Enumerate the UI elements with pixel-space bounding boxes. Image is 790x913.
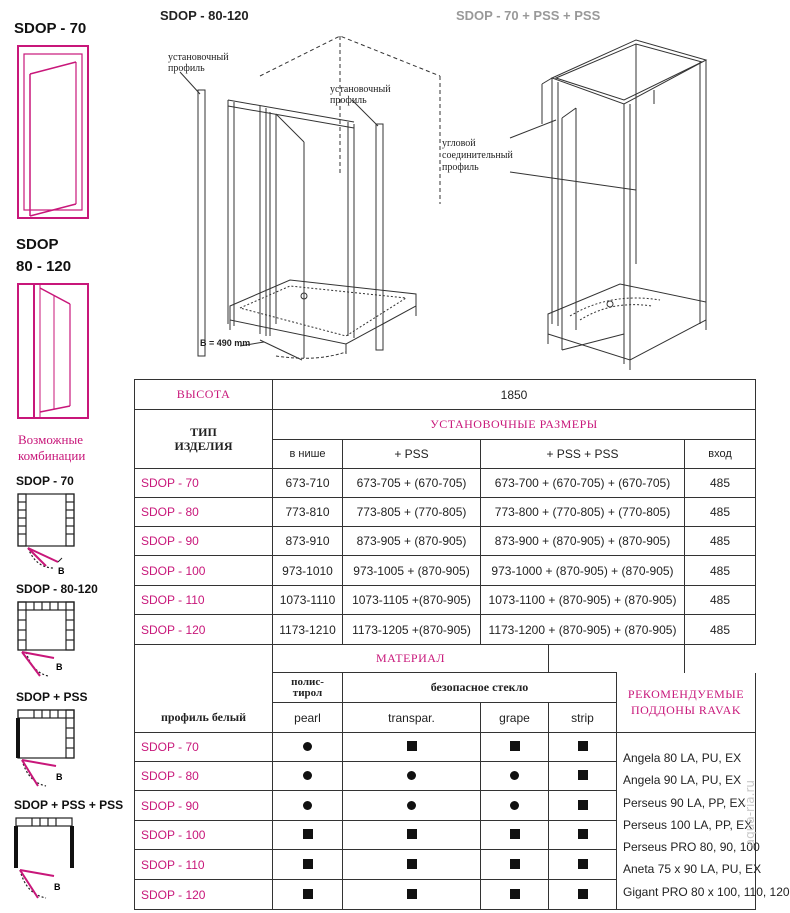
tray-item: Perseus PRO 80, 90, 100 (623, 840, 760, 855)
shower-drawings-illustration (140, 24, 760, 376)
square-mark-icon (303, 889, 313, 899)
combo-label: SDOP + PSS + PSS (14, 798, 124, 812)
niche-size: 1173-1210 (273, 615, 343, 645)
col-header-niche: в нише (273, 440, 343, 469)
square-mark-icon (407, 741, 417, 751)
pss-pss-size: 873-900 + (870-905) + (870-905) (481, 527, 685, 556)
col-header-pss: + PSS (343, 440, 481, 469)
title-sdop-80-120-line1: SDOP (16, 236, 59, 253)
combo-label: SDOP - 80-120 (16, 582, 98, 596)
combo-sdop-80-120-plan-icon (14, 598, 94, 690)
square-mark-icon (578, 741, 588, 751)
trays-list (617, 733, 790, 910)
combinations-label-line2: комбинации (18, 448, 86, 463)
table-row (135, 498, 756, 527)
square-mark-icon (303, 859, 313, 869)
material-label: МАТЕРИАЛ (273, 645, 549, 673)
material-mark (343, 821, 481, 850)
model-name: SDOP - 100 (135, 556, 273, 586)
material-mark (343, 762, 481, 791)
combo-marker: B (54, 882, 61, 892)
model-name: SDOP - 110 (135, 586, 273, 615)
specification-table (134, 379, 790, 910)
material-mark (549, 850, 617, 880)
model-name: SDOP - 110 (135, 850, 273, 880)
combo-marker: B (58, 566, 65, 576)
niche-size: 973-1010 (273, 556, 343, 586)
height-row (135, 380, 756, 410)
combo-marker: B (56, 662, 63, 672)
model-name: SDOP - 100 (135, 821, 273, 850)
pss-pss-size: 1173-1200 + (870-905) + (870-905) (481, 615, 685, 645)
material-mark (273, 850, 343, 880)
tray-item: Angela 90 LA, PU, EX (623, 773, 742, 788)
model-name: SDOP - 80 (135, 762, 273, 791)
table-row (135, 733, 756, 762)
dot-mark-icon (510, 771, 519, 780)
combo-marker: B (56, 772, 63, 782)
pss-pss-size: 773-800 + (770-805) + (770-805) (481, 498, 685, 527)
dot-mark-icon (407, 801, 416, 810)
col-header-pss-pss: + PSS + PSS (481, 440, 685, 469)
pss-pss-size: 673-700 + (670-705) + (670-705) (481, 469, 685, 498)
tray-item: Aneta 75 x 90 LA, PU, EX (623, 862, 762, 877)
material-mark (273, 733, 343, 762)
square-mark-icon (578, 829, 588, 839)
material-mark (481, 791, 549, 821)
material-mark (273, 791, 343, 821)
safety-glass-label: безопасное стекло (343, 673, 617, 703)
square-mark-icon (578, 859, 588, 869)
watermark: aqua-ria.ru (743, 780, 757, 847)
square-mark-icon (510, 741, 520, 751)
dot-mark-icon (407, 771, 416, 780)
square-mark-icon (510, 829, 520, 839)
label-corner-profile: угловой соединительный профиль (442, 138, 513, 173)
model-name: SDOP - 80 (135, 498, 273, 527)
material-col-grape: grape (481, 703, 549, 733)
trays-label (617, 673, 756, 733)
polystyrene-label (273, 673, 343, 703)
material-mark (481, 850, 549, 880)
pss-size: 973-1005 + (870-905) (343, 556, 481, 586)
blank-cell (135, 673, 273, 703)
entry-size: 485 (685, 615, 756, 645)
dot-mark-icon (510, 801, 519, 810)
material-mark (481, 821, 549, 850)
type-label (135, 410, 273, 469)
niche-size: 873-910 (273, 527, 343, 556)
material-mark (549, 821, 617, 850)
height-label: ВЫСОТА (135, 380, 273, 410)
label-mount-profile-left: установочный профиль (168, 52, 229, 74)
sdop-80-120-icon (14, 282, 104, 422)
tray-item: Angela 80 LA, PU, EX (623, 751, 742, 765)
combo-sdop-pss-pss-plan-icon (8, 814, 94, 910)
title-sdop-80-120-line2: 80 - 120 (16, 258, 72, 275)
pss-size: 873-905 + (870-905) (343, 527, 481, 556)
drawing-right-title: SDOP - 70 + PSS + PSS (456, 8, 601, 23)
square-mark-icon (407, 829, 417, 839)
pss-size: 773-805 + (770-805) (343, 498, 481, 527)
pss-pss-size: 1073-1100 + (870-905) + (870-905) (481, 586, 685, 615)
material-subheader-row (135, 673, 756, 703)
dimension-label: B = 490 mm (200, 338, 251, 348)
combinations-label-line1: Возможные (18, 432, 83, 447)
model-name: SDOP - 90 (135, 527, 273, 556)
dot-mark-icon (303, 742, 312, 751)
label-mount-profile-right: установочный профиль (330, 84, 391, 106)
install-sizes-label: УСТАНОВОЧНЫЕ РАЗМЕРЫ (273, 410, 756, 440)
trays-label-line2: ПОДДОНЫ RAVAK (631, 703, 741, 718)
blank-cell (549, 645, 685, 673)
material-col-pearl: pearl (273, 703, 343, 733)
material-mark (343, 850, 481, 880)
combo-label: SDOP + PSS (16, 690, 88, 704)
type-label-line1: ТИП (190, 425, 217, 439)
material-mark (273, 762, 343, 791)
sdop-70-icon (14, 44, 104, 224)
entry-size: 485 (685, 556, 756, 586)
entry-size: 485 (685, 586, 756, 615)
table-row (135, 586, 756, 615)
material-mark (481, 733, 549, 762)
entry-size: 485 (685, 498, 756, 527)
square-mark-icon (303, 829, 313, 839)
niche-size: 773-810 (273, 498, 343, 527)
tray-item: Perseus 100 LA, PP, EX (623, 817, 753, 832)
table-row (135, 615, 756, 645)
profile-label: профиль белый (135, 703, 273, 733)
type-label-line2: ИЗДЕЛИЯ (174, 439, 233, 453)
model-name: SDOP - 120 (135, 880, 273, 910)
model-name: SDOP - 70 (135, 733, 273, 762)
install-sizes-header-row (135, 410, 756, 440)
material-mark (549, 791, 617, 821)
table-row (135, 469, 756, 498)
square-mark-icon (578, 800, 588, 810)
niche-size: 1073-1110 (273, 586, 343, 615)
square-mark-icon (407, 859, 417, 869)
polystyrene-line2: тирол (292, 686, 323, 699)
material-mark (549, 762, 617, 791)
combo-sdop-pss-plan-icon (12, 706, 94, 798)
table-row (135, 556, 756, 586)
tray-item: Perseus 90 LA, PP, EX (623, 795, 746, 810)
material-mark (549, 733, 617, 762)
model-name: SDOP - 120 (135, 615, 273, 645)
polystyrene-line1: полис- (291, 675, 324, 688)
pss-size: 1073-1105 +(870-905) (343, 586, 481, 615)
trays-label-line1: РЕКОМЕНДУЕМЫЕ (627, 687, 745, 702)
pss-size: 673-705 + (670-705) (343, 469, 481, 498)
model-name: SDOP - 70 (135, 469, 273, 498)
square-mark-icon (407, 889, 417, 899)
material-mark (481, 880, 549, 910)
material-mark (343, 791, 481, 821)
dot-mark-icon (303, 801, 312, 810)
table-row (135, 527, 756, 556)
material-mark (343, 733, 481, 762)
dot-mark-icon (303, 771, 312, 780)
square-mark-icon (510, 889, 520, 899)
pss-size: 1173-1205 +(870-905) (343, 615, 481, 645)
material-mark (549, 880, 617, 910)
entry-size: 485 (685, 527, 756, 556)
entry-size: 485 (685, 469, 756, 498)
niche-size: 673-710 (273, 469, 343, 498)
drawing-left-title: SDOP - 80-120 (160, 8, 249, 23)
blank-cell (135, 645, 273, 673)
material-mark (273, 880, 343, 910)
col-header-entry: вход (685, 440, 756, 469)
combo-sdop-70-plan-icon (14, 490, 94, 580)
tray-item: Gigant PRO 80 x 100, 110, 120 (623, 884, 790, 899)
material-mark (481, 762, 549, 791)
height-value: 1850 (273, 380, 756, 410)
square-mark-icon (578, 889, 588, 899)
material-col-transpar: transpar. (343, 703, 481, 733)
model-name: SDOP - 90 (135, 791, 273, 821)
combo-label: SDOP - 70 (16, 474, 74, 488)
material-col-strip: strip (549, 703, 617, 733)
square-mark-icon (510, 859, 520, 869)
title-sdop-70: SDOP - 70 (14, 20, 87, 37)
pss-pss-size: 973-1000 + (870-905) + (870-905) (481, 556, 685, 586)
material-mark (273, 821, 343, 850)
material-header-row (135, 645, 756, 673)
square-mark-icon (578, 770, 588, 780)
material-mark (343, 880, 481, 910)
